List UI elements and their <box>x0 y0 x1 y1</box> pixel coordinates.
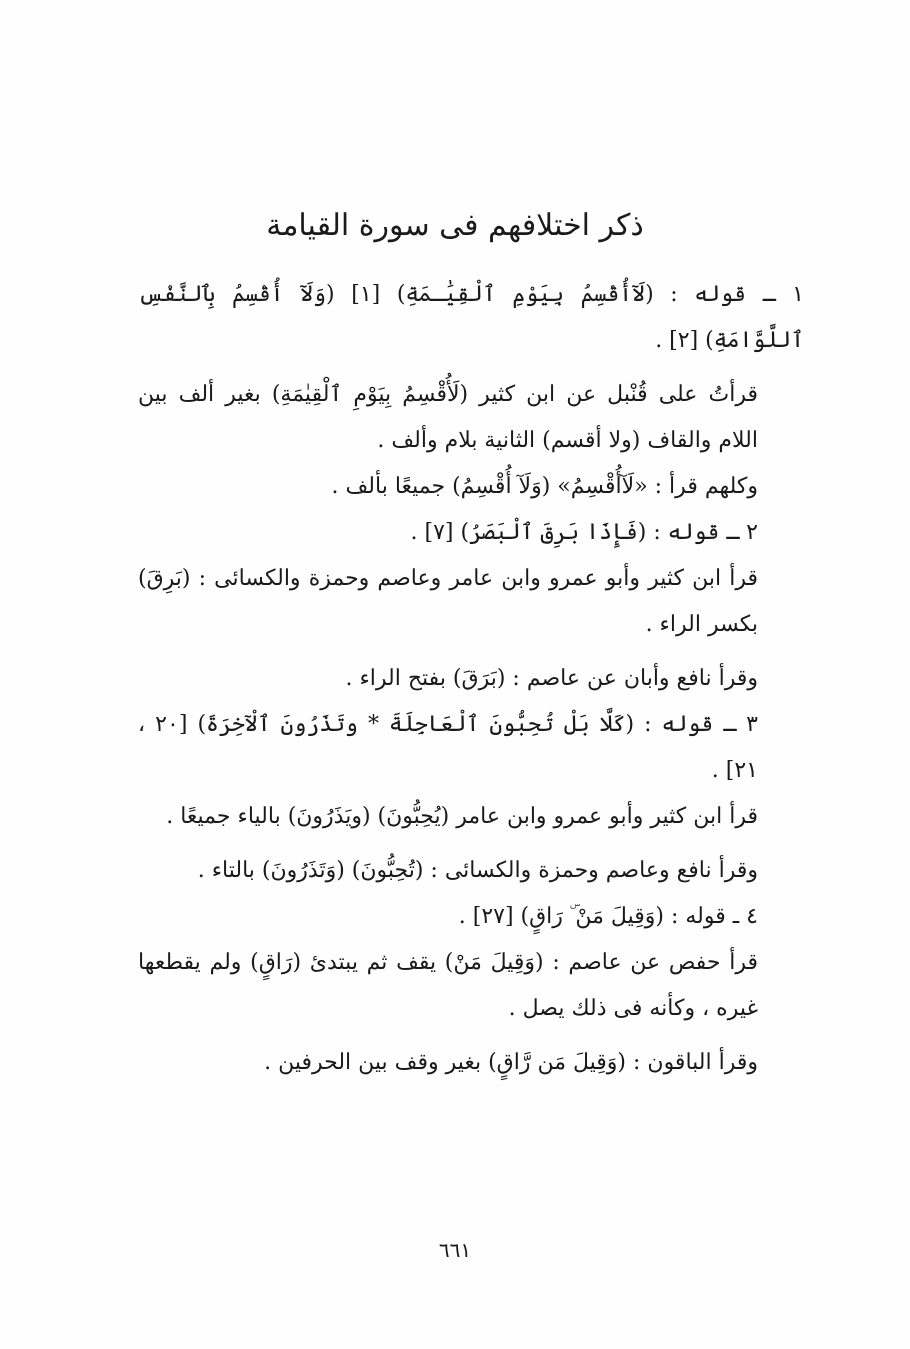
paragraph-10: ٤ ـ قوله : (وَقِيلَ مَنْ ۜ رَاقٍ) [٢٧] . <box>458 904 758 929</box>
paragraph-1: ١ ـ قوله : (لَآأُقْسِمُ بِيَوْمِ ٱلْقِيَٰـمَةِ) [١] (وَلَآ أُقْسِمُ بِٱلنَّفْسِ ٱللَّوَّامَةِ) [٢] . <box>138 282 804 353</box>
paragraph-3: وكلهم قرأ : «لَآأُقْسِمُ» (وَلَآ أُقْسِمُ) جميعًا بألف . <box>331 474 758 499</box>
page-number: ٦٦١ <box>438 1238 472 1262</box>
paragraph-2: قرأتُ على قُنْبل عن ابن كثير (لَأُقْسِمُ بِيَوْمِ ٱلْقِيٰمَةِ) بغير ألف بين اللام والقاف (ولا أقسم) الثانية بلام وألف . <box>138 382 758 453</box>
chapter-title: ذكر اختلافهم فى سورة القيامة <box>266 208 644 243</box>
paragraph-5: قرأ ابن كثير وأبو عمرو وابن عامر وعاصم وحمزة والكسائى : (بَرِقَ) بكسر الراء . <box>138 566 758 637</box>
paragraph-11: قرأ حفص عن عاصم : (وَقِيلَ مَنْ) يقف ثم يبتدئ (رَاقٍ) ولم يقطعها غيره ، وكأنه فى ذلك يصل . <box>138 950 758 1021</box>
paragraph-8: قرأ ابن كثير وأبو عمرو وابن عامر (يُحِبُّونَ) (ويَذَرُونَ) بالياء جميعًا . <box>166 804 758 829</box>
paragraph-12: وقرأ الباقون : (وَقِيلَ مَن رَّاقٍ) بغير وقف بين الحرفين . <box>264 1050 758 1075</box>
paragraph-7: ٣ ـ قوله : (كَلَّا بَلْ تُحِبُّونَ ٱلْعَاجِلَةَ * وتَذَرُونَ ٱلْآخِرَةَ) [٢٠ ، ٢١] . <box>138 712 758 783</box>
paragraph-6: وقرأ نافع وأبان عن عاصم : (بَرَقَ) بفتح الراء . <box>345 666 758 691</box>
paragraph-9: وقرأ نافع وعاصم وحمزة والكسائى : (تُحِبُّونَ) (وَتَذَرُونَ) بالتاء . <box>197 858 758 883</box>
paragraph-4: ٢ ـ قوله : (فَإِذَا بَرِقَ ٱلْبَصَرُ) [٧] . <box>410 520 758 545</box>
page-body <box>138 272 804 1086</box>
